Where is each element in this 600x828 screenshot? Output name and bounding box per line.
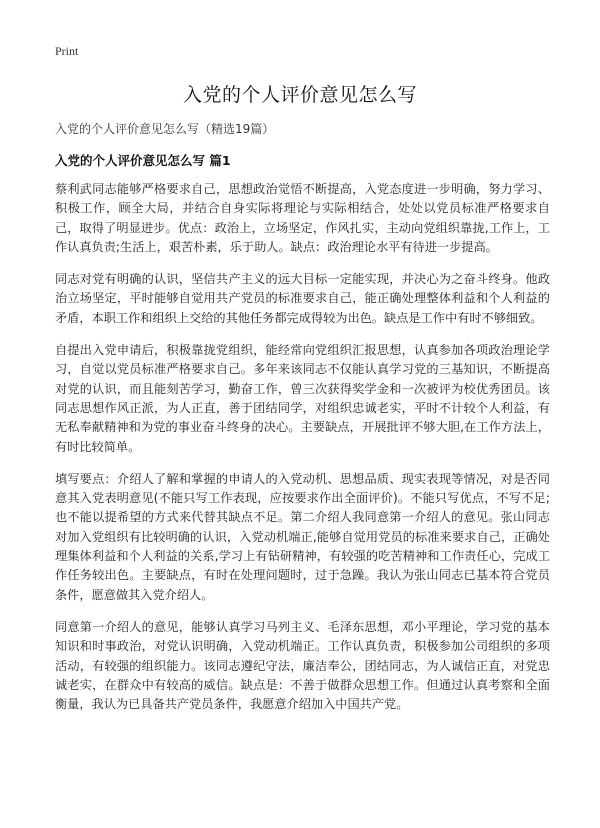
article-body xyxy=(55,180,550,727)
paragraph: 同志对党有明确的认识，坚信共产主义的远大目标一定能实现，并决心为之奋斗终身。他政治立场坚定，平时能够自觉用共产党员的标准要求自己，能正确处理整体利益和个人利益的矛盾，本职工作和组织上交给的其他任务都完成得较为出色。缺点是工作中有时不够细致。 xyxy=(55,272,550,325)
page-title: 入党的个人评价意见怎么写 xyxy=(182,84,417,106)
document-subtitle: 入党的个人评价意见怎么写（精选19篇） xyxy=(55,122,275,136)
print-link[interactable]: Print xyxy=(55,44,79,58)
paragraph: 蔡利武同志能够严格要求自己，思想政治觉悟不断提高，入党态度进一步明确，努力学习、积极工作，顾全大局，并结合自身实际将理论与实际相结合，处处以党员标准严格要求自己，取得了明显进步。优点：政治上，立场坚定，作风扎实，主动向党组织靠拢,工作上，工作认真负责;生活上，艰苦朴素，乐于助人。缺点：政治理论水平有待进一步提高。 xyxy=(55,182,550,254)
section-heading: 入党的个人评价意见怎么写 篇1 xyxy=(55,153,231,168)
paragraph: 自提出入党申请后，积极靠拢党组织，能经常向党组织汇报思想，认真参加各项政治理论学习，自觉以党员标准严格要求自己。多年来该同志不仅能认真学习党的三基知识，不断提高对党的认识，而且能刻苦学习，勤奋工作，曾三次获得奖学金和一次被评为校优秀团员。该同志思想作风正派，为人正直，善于团结同学，对组织忠诚老实，平时不计较个人利益，有无私奉献精神和为党的事业奋斗终身的决心。主要缺点，开展批评不够大胆,在工作方法上，有时比较简单。 xyxy=(55,343,550,454)
paragraph: 同意第一介绍人的意见，能够认真学习马列主义、毛泽东思想，邓小平理论，学习党的基本知识和时事政治，对党认识明确，入党动机端正。工作认真负责，积极参加公司组织的多项活动，有较强的组织能力。该同志遵纪守法，廉洁奉公，团结同志，为人诚信正直，对党忠诚老实，在群众中有较高的威信。缺点是：不善于做群众思想工作。但通过认真考察和全面衡量，我认为已具备共产党员条件，我愿意介绍加入中国共产党。 xyxy=(55,619,550,712)
paragraph: 填写要点：介绍人了解和掌握的申请人的入党动机、思想品质、现实表现等情况，对是否同意其入党表明意见(不能只写工作表现，应按要求作出全面评价)。不能只写优点，不写不足;也不能以提希望的方式来代替其缺点不足。第二介绍人我同意第一介绍人的意见。张山同志对加入党组织有比较明确的认识，入党动机端正,能够自觉用党员的标准来要求自己，正确处理集体利益和个人利益的关系,学习上有钻研精神，有较强的吃苦精神和工作责任心，完成工作任务较出色。主要缺点，有时在处理问题时，过于急躁。我认为张山同志已基本符合党员条件，愿意做其入党介绍人。 xyxy=(55,471,550,602)
